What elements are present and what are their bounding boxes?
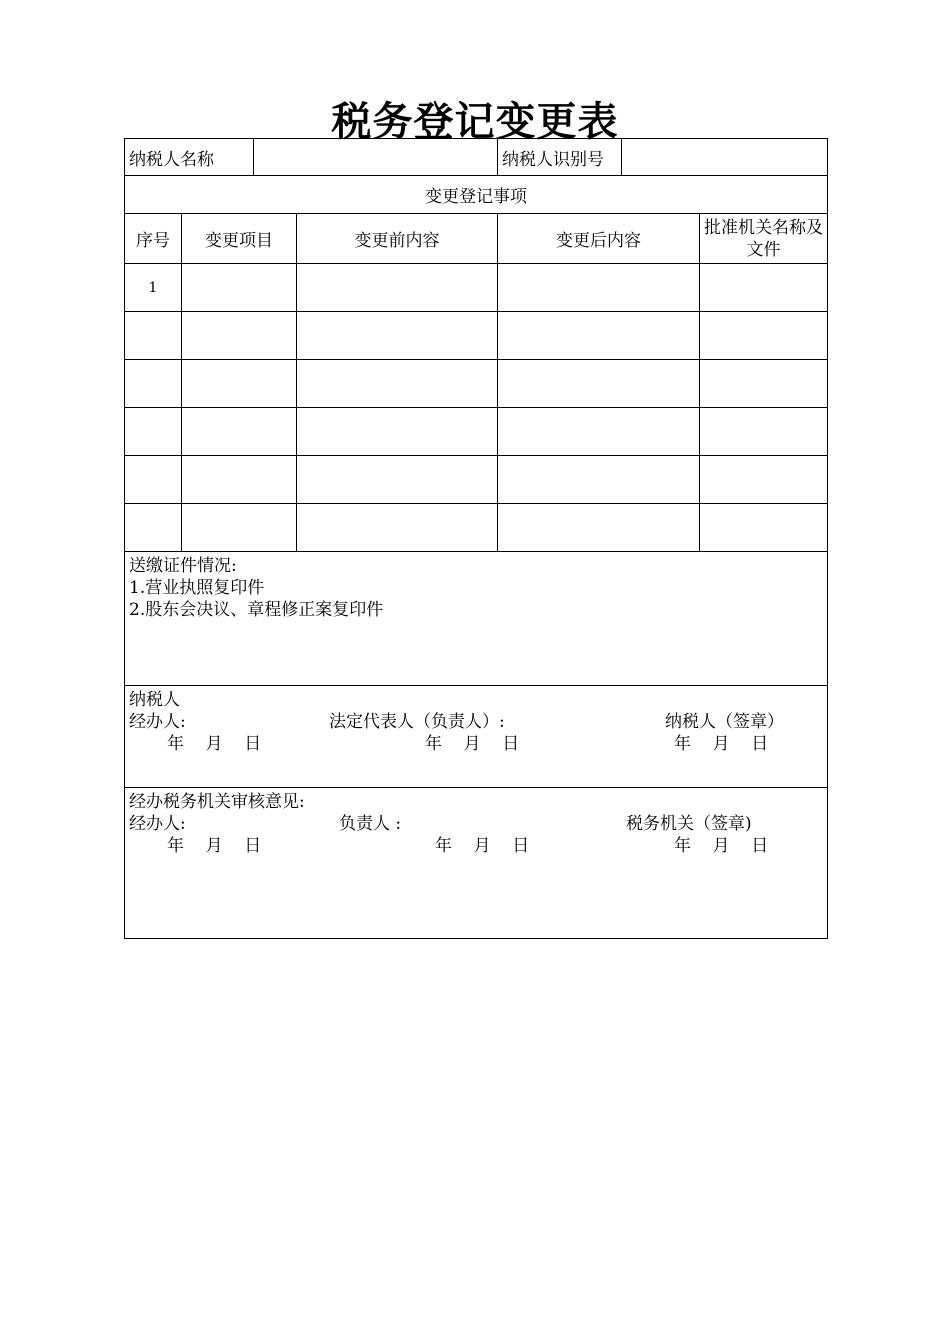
col-header-item: 变更项目 <box>182 214 297 264</box>
tax-change-form <box>124 138 828 939</box>
row-before[interactable] <box>297 456 498 504</box>
row-before[interactable] <box>297 504 498 552</box>
documents-section <box>125 552 828 686</box>
row-after[interactable] <box>498 456 700 504</box>
tax-office-handler-label: 经办人: <box>129 814 186 834</box>
taxpayer-seal-label: 纳税人（签章） <box>665 712 784 732</box>
documents-item: 2.股东会决议、章程修正案复印件 <box>129 600 384 620</box>
row-seq <box>125 504 182 552</box>
documents-item: 1.营业执照复印件 <box>129 578 265 598</box>
documents-label: 送缴证件情况: <box>129 556 237 576</box>
col-header-approval: 批准机关名称及文件 <box>700 214 828 264</box>
taxpayer-name-field[interactable] <box>254 139 498 176</box>
tax-office-seal-label: 税务机关（签章) <box>626 814 752 834</box>
row-approval[interactable] <box>700 360 828 408</box>
responsible-date: 年 月 日 <box>435 836 530 856</box>
row-before[interactable] <box>297 264 498 312</box>
form-title: 税务登记变更表 <box>331 99 619 145</box>
row-approval[interactable] <box>700 504 828 552</box>
row-seq <box>125 456 182 504</box>
taxpayer-seal-date: 年 月 日 <box>674 734 769 754</box>
row-item[interactable] <box>182 408 297 456</box>
section-header: 变更登记事项 <box>125 176 828 214</box>
row-before[interactable] <box>297 408 498 456</box>
row-seq <box>125 408 182 456</box>
col-header-before: 变更前内容 <box>297 214 498 264</box>
row-approval[interactable] <box>700 456 828 504</box>
table-row <box>125 408 828 456</box>
taxpayer-id-label: 纳税人识别号 <box>498 139 622 176</box>
row-after[interactable] <box>498 408 700 456</box>
taxpayer-signature-section <box>125 686 828 788</box>
row-after[interactable] <box>498 360 700 408</box>
tax-office-seal-date: 年 月 日 <box>674 836 769 856</box>
table-row <box>125 456 828 504</box>
row-seq: 1 <box>125 264 182 312</box>
row-before[interactable] <box>297 312 498 360</box>
row-item[interactable] <box>182 312 297 360</box>
row-seq <box>125 312 182 360</box>
taxpayer-handler-date: 年 月 日 <box>167 734 262 754</box>
tax-office-section <box>125 788 828 939</box>
taxpayer-id-field[interactable] <box>622 139 828 176</box>
table-row <box>125 312 828 360</box>
row-after[interactable] <box>498 264 700 312</box>
row-item[interactable] <box>182 504 297 552</box>
row-seq <box>125 360 182 408</box>
row-approval[interactable] <box>700 408 828 456</box>
table-row <box>125 360 828 408</box>
row-approval[interactable] <box>700 312 828 360</box>
tax-office-heading: 经办税务机关审核意见: <box>129 792 305 812</box>
table-row <box>125 504 828 552</box>
row-after[interactable] <box>498 504 700 552</box>
row-before[interactable] <box>297 360 498 408</box>
responsible-label: 负责人 : <box>339 814 402 834</box>
row-item[interactable] <box>182 264 297 312</box>
row-item[interactable] <box>182 456 297 504</box>
row-approval[interactable] <box>700 264 828 312</box>
row-after[interactable] <box>498 312 700 360</box>
legal-rep-label: 法定代表人（负责人）: <box>329 712 505 732</box>
tax-office-handler-date: 年 月 日 <box>167 836 262 856</box>
row-item[interactable] <box>182 360 297 408</box>
taxpayer-handler-label: 经办人: <box>129 712 186 732</box>
taxpayer-sign-heading: 纳税人 <box>129 690 180 710</box>
legal-rep-date: 年 月 日 <box>425 734 520 754</box>
col-header-after: 变更后内容 <box>498 214 700 264</box>
col-header-seq: 序号 <box>125 214 182 264</box>
taxpayer-name-label: 纳税人名称 <box>125 139 254 176</box>
table-row <box>125 264 828 312</box>
